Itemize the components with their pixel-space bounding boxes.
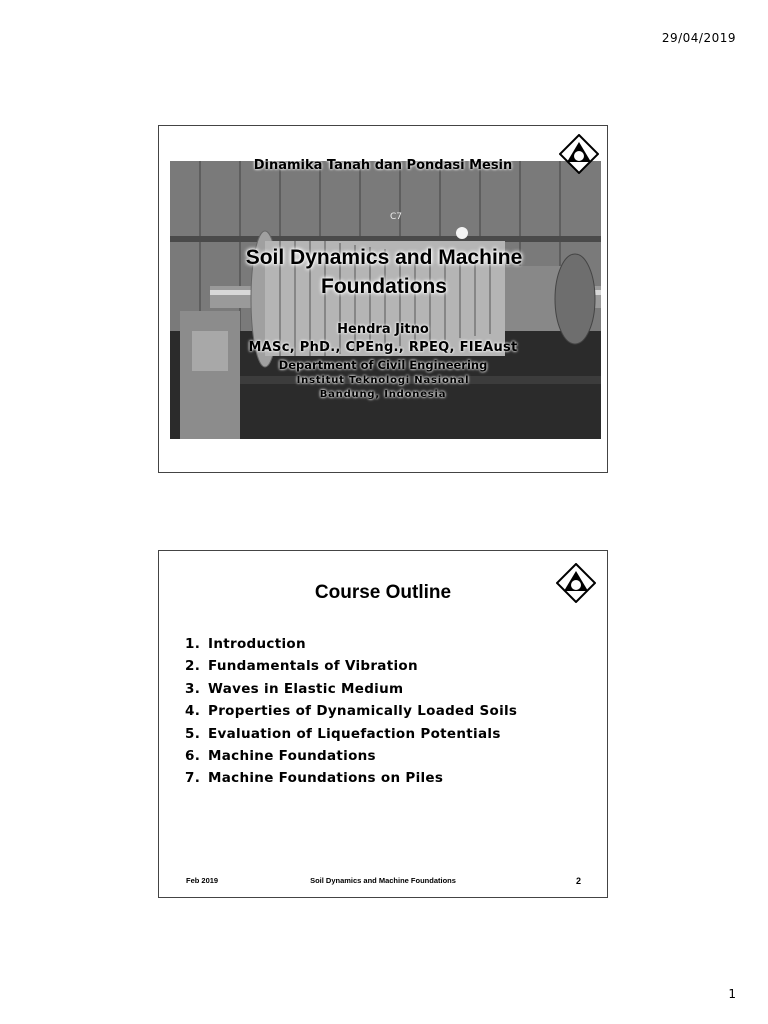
page-date: 29/04/2019 — [661, 31, 736, 45]
list-item: 3. Waves in Elastic Medium — [185, 680, 404, 697]
slide-number: 2 — [575, 876, 581, 886]
slide-2 — [158, 550, 608, 898]
institution: Institut Teknologi Nasional — [296, 375, 470, 386]
list-item: 2. Fundamentals of Vibration — [185, 658, 418, 675]
department: Department of Civil Engineering — [278, 358, 488, 372]
location: Bandung, Indonesia — [319, 389, 447, 400]
slide1-subtitle: Dinamika Tanah dan Pondasi Mesin — [253, 158, 513, 173]
list-item: 5. Evaluation of Liquefaction Potentials — [185, 725, 501, 742]
course-outline-list — [185, 633, 517, 790]
list-item: 4. Properties of Dynamically Loaded Soils — [185, 703, 518, 720]
footer-date: Feb 2019 — [186, 876, 219, 885]
slide2-title: Course Outline — [314, 582, 452, 603]
author-name: Hendra Jitno — [337, 322, 429, 337]
list-item: 1. Introduction — [185, 636, 306, 652]
slide1-title: Soil Dynamics and Machine Foundations — [245, 246, 523, 298]
list-item: 7. Machine Foundations on Piles — [185, 770, 444, 787]
slide-1 — [158, 125, 608, 473]
page-number: 1 — [728, 987, 736, 1001]
photo-label: C7 — [390, 212, 403, 222]
footer-title: Soil Dynamics and Machine Foundations — [310, 876, 456, 885]
author-credentials: MASc, PhD., CPEng., RPEQ, FIEAust — [248, 340, 518, 355]
list-item: 6. Machine Foundations — [185, 748, 376, 765]
